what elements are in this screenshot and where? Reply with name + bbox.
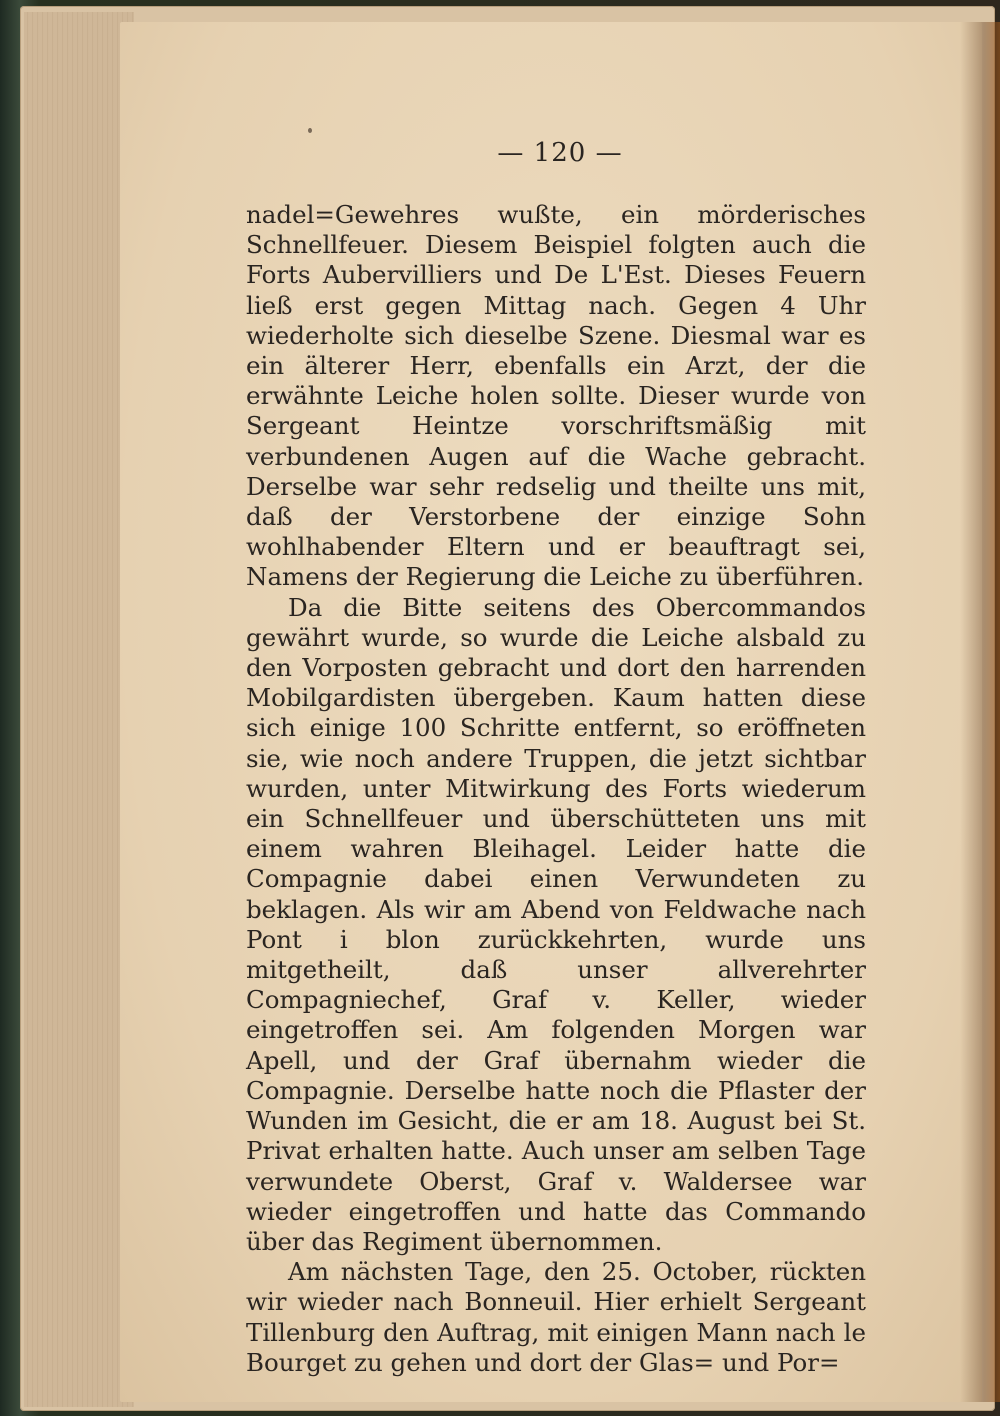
binding-shadow [960, 22, 1000, 1402]
body-text [246, 200, 866, 1378]
paragraph-3: Am nächsten Tage, den 25. October, rückten wir wieder nach Bonneuil. Hier erhielt Sergeant Tillenburg den Auftrag, mit einigen Mann nach le Bourget zu gehen und dort der Glas= und Por= [246, 1257, 866, 1377]
page-number: — 120 — [497, 138, 623, 168]
page-edges [24, 12, 134, 1407]
ink-speck [308, 128, 312, 133]
paragraph-1: nadel=Gewehres wußte, ein mörderisches Schnellfeuer. Diesem Beispiel folgten auch die Forts Aubervilliers und De L'Est. Dieses Feuern ließ erst gegen Mittag nach. Gegen 4 Uhr wiederholte sich dieselbe Szene. Diesmal war es ein älterer Herr, ebenfalls ein Arzt, der die erwähnte Leiche holen sollte. Dieser wurde von Sergeant Heintze vorschriftsmäßig mit verbundenen Augen auf die Wache gebracht. Derselbe war sehr redselig und theilte uns mit, daß der Verstorbene der einzige Sohn wohlhabender Eltern und er beauftragt sei, Namens der Regierung die Leiche zu überführen. [246, 200, 866, 592]
paragraph-2: Da die Bitte seitens des Obercommandos gewährt wurde, so wurde die Leiche alsbald zu den Vorposten gebracht und dort den harrenden Mobilgardisten übergeben. Kaum hatten diese sich einige 100 Schritte entfernt, so eröffneten sie, wie noch andere Truppen, die jetzt sichtbar wurden, unter Mitwirkung des Forts wiederum ein Schnellfeuer und überschütteten uns mit einem wahren Bleihagel. Leider hatte die Compagnie dabei einen Verwundeten zu beklagen. Als wir am Abend von Feldwache nach Pont i blon zurückkehrten, wurde uns mitgetheilt, daß unser allverehrter Compagniechef, Graf v. Keller, wieder eingetroffen sei. Am folgenden Morgen war Apell, und der Graf übernahm wieder die Compagnie. Derselbe hatte noch die Pflaster der Wunden im Gesicht, die er am 18. August bei St. Privat erhalten hatte. Auch unser am selben Tage verwundete Oberst, Graf v. Waldersee war wieder eingetroffen und hatte das Commando über das Regiment übernommen. [246, 592, 866, 1256]
